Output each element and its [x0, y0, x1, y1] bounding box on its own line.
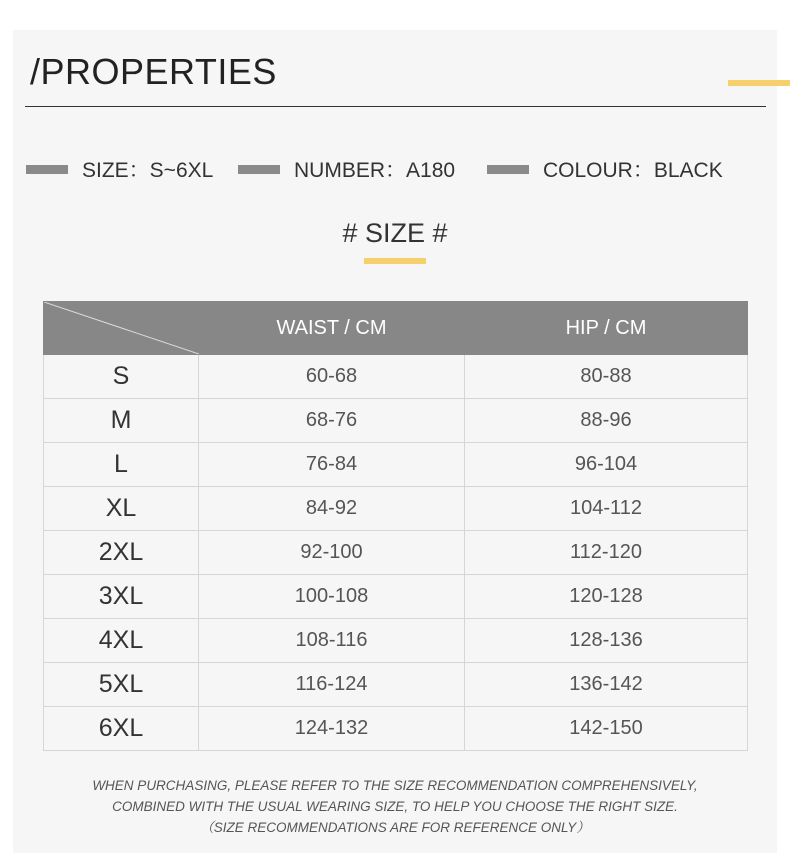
waist-cell: 116-124 — [199, 663, 465, 707]
column-header-waist: WAIST / CM — [199, 302, 465, 355]
size-note-line1: WHEN PURCHASING, PLEASE REFER TO THE SIZE RECOMMENDATION COMPREHENSIVELY, — [92, 778, 698, 793]
table-row — [44, 487, 748, 531]
hip-cell: 104-112 — [465, 487, 748, 531]
size-cell: S — [44, 355, 199, 399]
table-row — [44, 663, 748, 707]
table-row — [44, 355, 748, 399]
waist-cell: 100-108 — [199, 575, 465, 619]
hip-cell: 142-150 — [465, 707, 748, 751]
size-cell: M — [44, 399, 199, 443]
size-cell: L — [44, 443, 199, 487]
property-number-label: NUMBER：A180 — [294, 159, 456, 182]
property-bar-icon — [26, 165, 68, 174]
size-cell: 6XL — [44, 707, 199, 751]
hip-cell: 128-136 — [465, 619, 748, 663]
hip-cell: 96-104 — [465, 443, 748, 487]
table-row — [44, 399, 748, 443]
property-size-label: SIZE：S~6XL — [82, 159, 214, 182]
table-header-row — [44, 302, 748, 355]
waist-cell: 60-68 — [199, 355, 465, 399]
table-row — [44, 575, 748, 619]
waist-cell: 92-100 — [199, 531, 465, 575]
table-row — [44, 531, 748, 575]
size-heading-accent — [364, 258, 426, 264]
waist-cell: 108-116 — [199, 619, 465, 663]
property-number — [238, 156, 455, 182]
size-cell: 4XL — [44, 619, 199, 663]
size-cell: 2XL — [44, 531, 199, 575]
size-note — [0, 775, 790, 838]
size-table — [43, 301, 748, 751]
column-header-hip: HIP / CM — [465, 302, 748, 355]
page-title: /PROPERTIES — [30, 51, 277, 92]
hip-cell: 136-142 — [465, 663, 748, 707]
property-bar-icon — [238, 165, 280, 174]
waist-cell: 124-132 — [199, 707, 465, 751]
title-divider — [25, 106, 766, 107]
property-size — [26, 156, 213, 182]
size-note-line3: （SIZE RECOMMENDATIONS ARE FOR REFERENCE ONLY） — [200, 820, 590, 835]
hip-cell: 80-88 — [465, 355, 748, 399]
size-heading: # SIZE # — [342, 218, 448, 248]
size-cell: 3XL — [44, 575, 199, 619]
property-bar-icon — [487, 165, 529, 174]
table-row — [44, 707, 748, 751]
accent-bar-top — [728, 80, 790, 86]
table-row — [44, 443, 748, 487]
property-colour-label: COLOUR：BLACK — [543, 159, 723, 182]
size-note-line2: COMBINED WITH THE USUAL WEARING SIZE, TO HELP YOU CHOOSE THE RIGHT SIZE. — [112, 799, 678, 814]
waist-cell: 76-84 — [199, 443, 465, 487]
hip-cell: 88-96 — [465, 399, 748, 443]
size-cell: XL — [44, 487, 199, 531]
size-cell: 5XL — [44, 663, 199, 707]
hip-cell: 112-120 — [465, 531, 748, 575]
table-row — [44, 619, 748, 663]
diagonal-line-icon — [44, 302, 199, 354]
table-corner-cell — [44, 302, 199, 355]
waist-cell: 68-76 — [199, 399, 465, 443]
hip-cell: 120-128 — [465, 575, 748, 619]
property-colour — [487, 156, 723, 182]
waist-cell: 84-92 — [199, 487, 465, 531]
